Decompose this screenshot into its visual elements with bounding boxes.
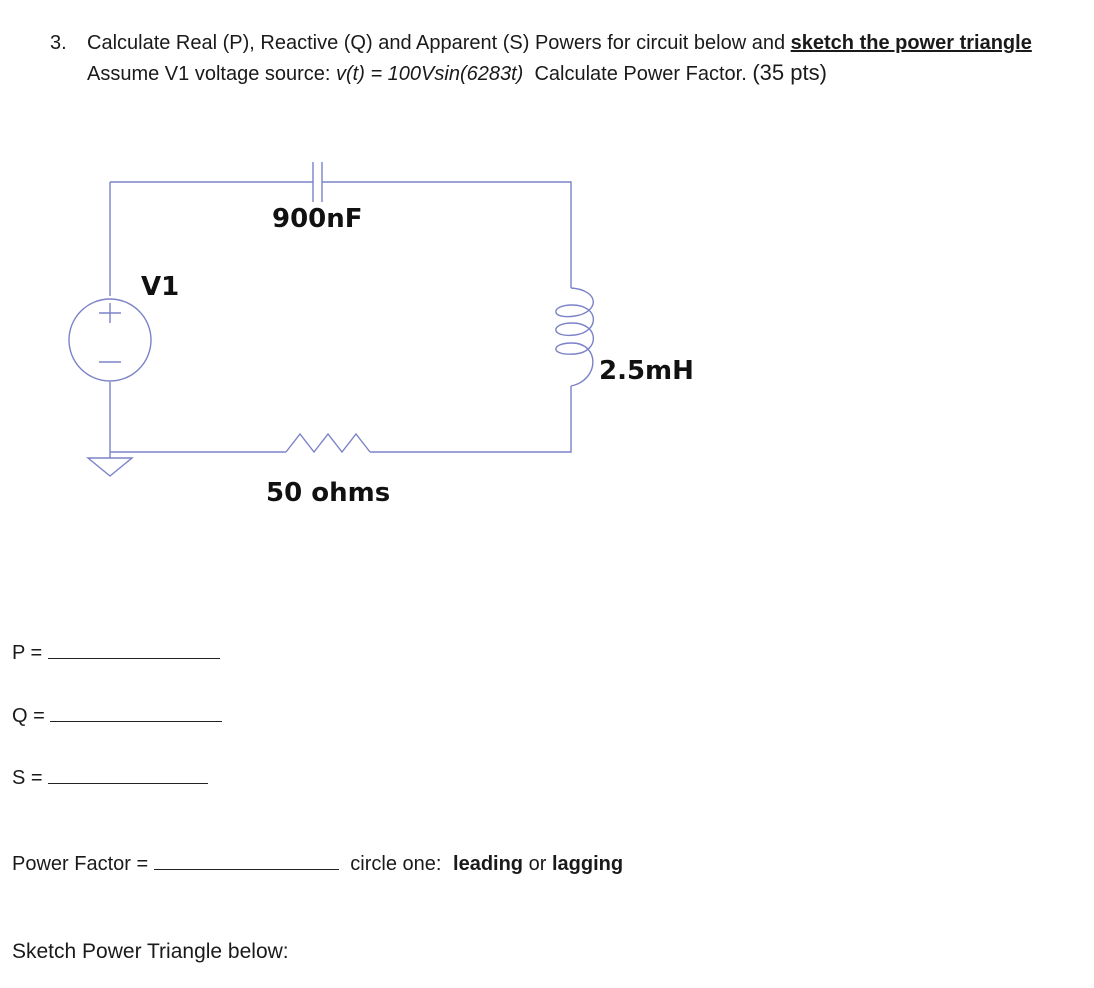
q-answer-row [12,701,222,728]
capacitor-symbol [313,162,322,202]
or-word: or [528,853,547,875]
source-plus-sign [99,303,121,323]
question-text: Calculate Real (P), Reactive (Q) and Apparent (S) Powers for circuit below and [87,32,791,54]
ground-symbol [88,452,132,476]
p-answer-row [12,638,220,665]
s-label: S = [12,767,43,789]
sketch-instruction: Sketch Power Triangle below: [12,940,289,963]
s-answer-row [12,763,208,790]
q-answer-blank[interactable] [50,701,222,722]
capacitor-label: 900nF [272,204,363,234]
power-factor-instruction: Calculate Power Factor. [523,63,753,85]
q-label: Q = [12,705,45,727]
source-label: V1 [141,272,180,302]
inductor-label: 2.5mH [599,356,694,386]
circle-one-label: circle one: [350,853,442,875]
power-factor-label: Power Factor = [12,853,149,875]
question-emphasis: sketch the power triangle [790,32,1032,54]
wire-top-right [322,182,571,288]
leading-option[interactable]: leading [453,853,524,875]
question-number: 3. [50,32,67,54]
wire-right-lower [370,386,571,452]
points-value: (35 pts) [752,60,827,85]
s-answer-blank[interactable] [48,763,208,784]
voltage-equation: v(t) = 100Vsin(6283t) [336,63,524,85]
power-factor-blank[interactable] [154,849,339,870]
assume-text: Assume V1 voltage source: [87,63,337,85]
lagging-option[interactable]: lagging [551,853,624,875]
p-label: P = [12,642,43,664]
resistor-label: 50 ohms [266,478,391,508]
p-answer-blank[interactable] [48,638,220,659]
inductor-symbol [556,288,594,386]
power-factor-row [12,849,623,876]
resistor-symbol [286,434,370,452]
